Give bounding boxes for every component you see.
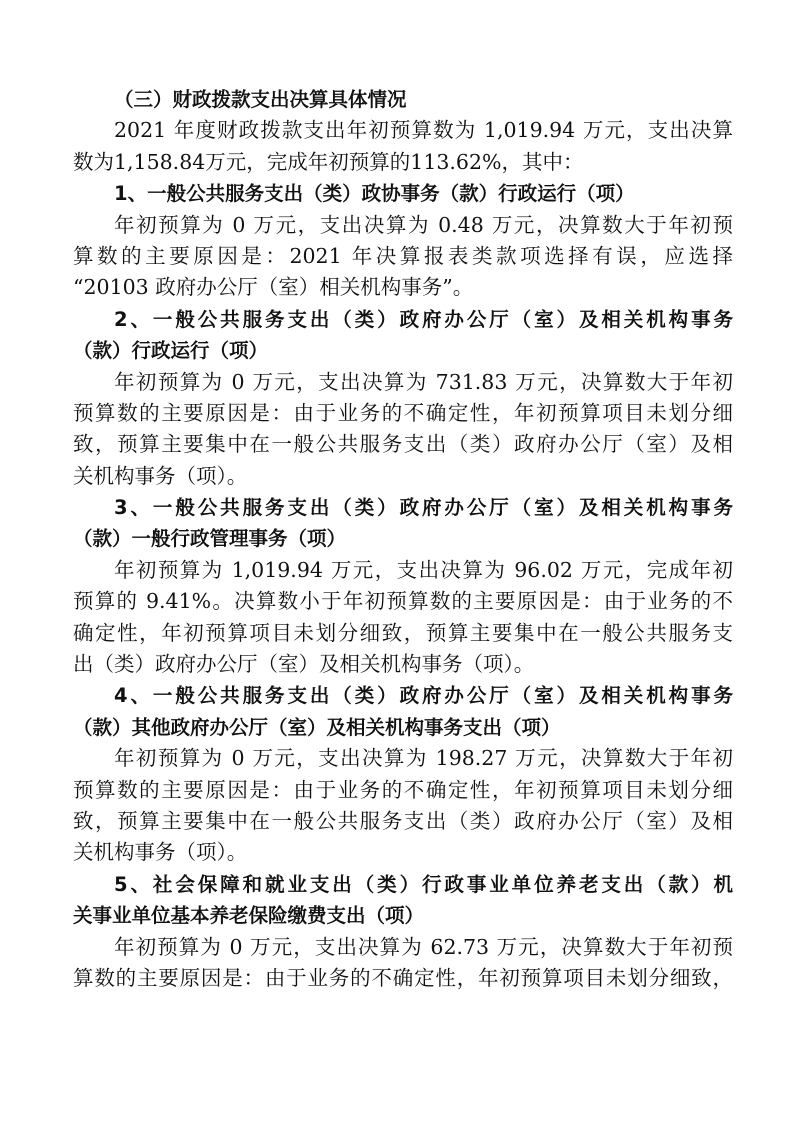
item-3-heading <box>73 492 733 555</box>
item-body-line: 算数的主要原因是：由于业务的不确定性，年初预算项目未划分细致， <box>73 965 733 990</box>
intro-paragraph <box>73 115 733 178</box>
item-body-line: 预算数的主要原因是：由于业务的不确定性，年初预算项目未划分细 <box>73 400 733 425</box>
item-heading-line: 2、一般公共服务支出（类）政府办公厅（室）及相关机构事务 <box>114 307 733 331</box>
item-4-body <box>73 743 733 869</box>
item-heading-line: 4、一般公共服务支出（类）政府办公厅（室）及相关机构事务 <box>114 684 733 708</box>
item-body-line: 年初预算为 0 万元，支出决算为 0.48 万元，决算数大于年初预 <box>114 212 733 237</box>
document-page <box>73 84 733 994</box>
item-2-heading <box>73 304 733 367</box>
item-body-line: 算数的主要原因是：2021 年决算报表类款项选择有误，应选择 <box>73 243 733 268</box>
item-body-line: 致，预算主要集中在一般公共服务支出（类）政府办公厅（室）及相 <box>73 432 733 457</box>
item-body-line: 预算的 9.41%。决算数小于年初预算数的主要原因是：由于业务的不 <box>73 589 733 614</box>
item-1-heading <box>73 178 733 209</box>
item-heading-line: 3、一般公共服务支出（类）政府办公厅（室）及相关机构事务 <box>114 496 733 520</box>
section-title: （三）财政拨款支出决算具体情况 <box>114 88 407 111</box>
item-heading-line: 5、社会保障和就业支出（类）行政事业单位养老支出（款）机 <box>114 872 733 896</box>
item-heading-line: （款）行政运行（项） <box>73 339 269 363</box>
section-heading <box>73 84 733 115</box>
item-3-body <box>73 555 733 681</box>
item-5-body <box>73 932 733 995</box>
item-body-line: 年初预算为 0 万元，支出决算为 198.27 万元，决算数大于年初 <box>114 746 733 771</box>
item-heading-line: （款）一般行政管理事务（项） <box>73 527 347 551</box>
item-body-line: 关机构事务（项）。 <box>73 463 248 488</box>
item-body-line: 年初预算为 1,019.94 万元，支出决算为 96.02 万元，完成年初 <box>114 557 733 582</box>
item-body-line: “20103 政府办公厅（室）相关机构事务”。 <box>73 275 474 300</box>
item-body-line: 致，预算主要集中在一般公共服务支出（类）政府办公厅（室）及相 <box>73 808 733 833</box>
item-body-line: 出（类）政府办公厅（室）及相关机构事务（项）。 <box>73 652 535 677</box>
item-body-line: 年初预算为 0 万元，支出决算为 62.73 万元，决算数大于年初预 <box>114 934 733 959</box>
intro-line: 2021 年度财政拨款支出年初预算数为 1,019.94 万元，支出决算 <box>114 118 733 143</box>
item-body-line: 预算数的主要原因是：由于业务的不确定性，年初预算项目未划分细 <box>73 777 733 802</box>
item-4-heading <box>73 680 733 743</box>
item-body-line: 确定性，年初预算项目未划分细致，预算主要集中在一般公共服务支 <box>73 620 733 645</box>
item-body-line: 年初预算为 0 万元，支出决算为 731.83 万元，决算数大于年初 <box>114 369 733 394</box>
item-heading-line: 1、一般公共服务支出（类）政协事务（款）行政运行（项） <box>114 182 635 206</box>
item-heading-line: （款）其他政府办公厅（室）及相关机构事务支出（项） <box>73 715 561 739</box>
item-1-body <box>73 210 733 304</box>
item-heading-line: 关事业单位基本养老保险缴费支出（项） <box>73 904 425 928</box>
intro-line: 数为1,158.84万元，完成年初预算的113.62%，其中： <box>73 149 584 174</box>
item-5-heading <box>73 869 733 932</box>
item-2-body <box>73 367 733 493</box>
item-body-line: 关机构事务（项）。 <box>73 840 248 865</box>
